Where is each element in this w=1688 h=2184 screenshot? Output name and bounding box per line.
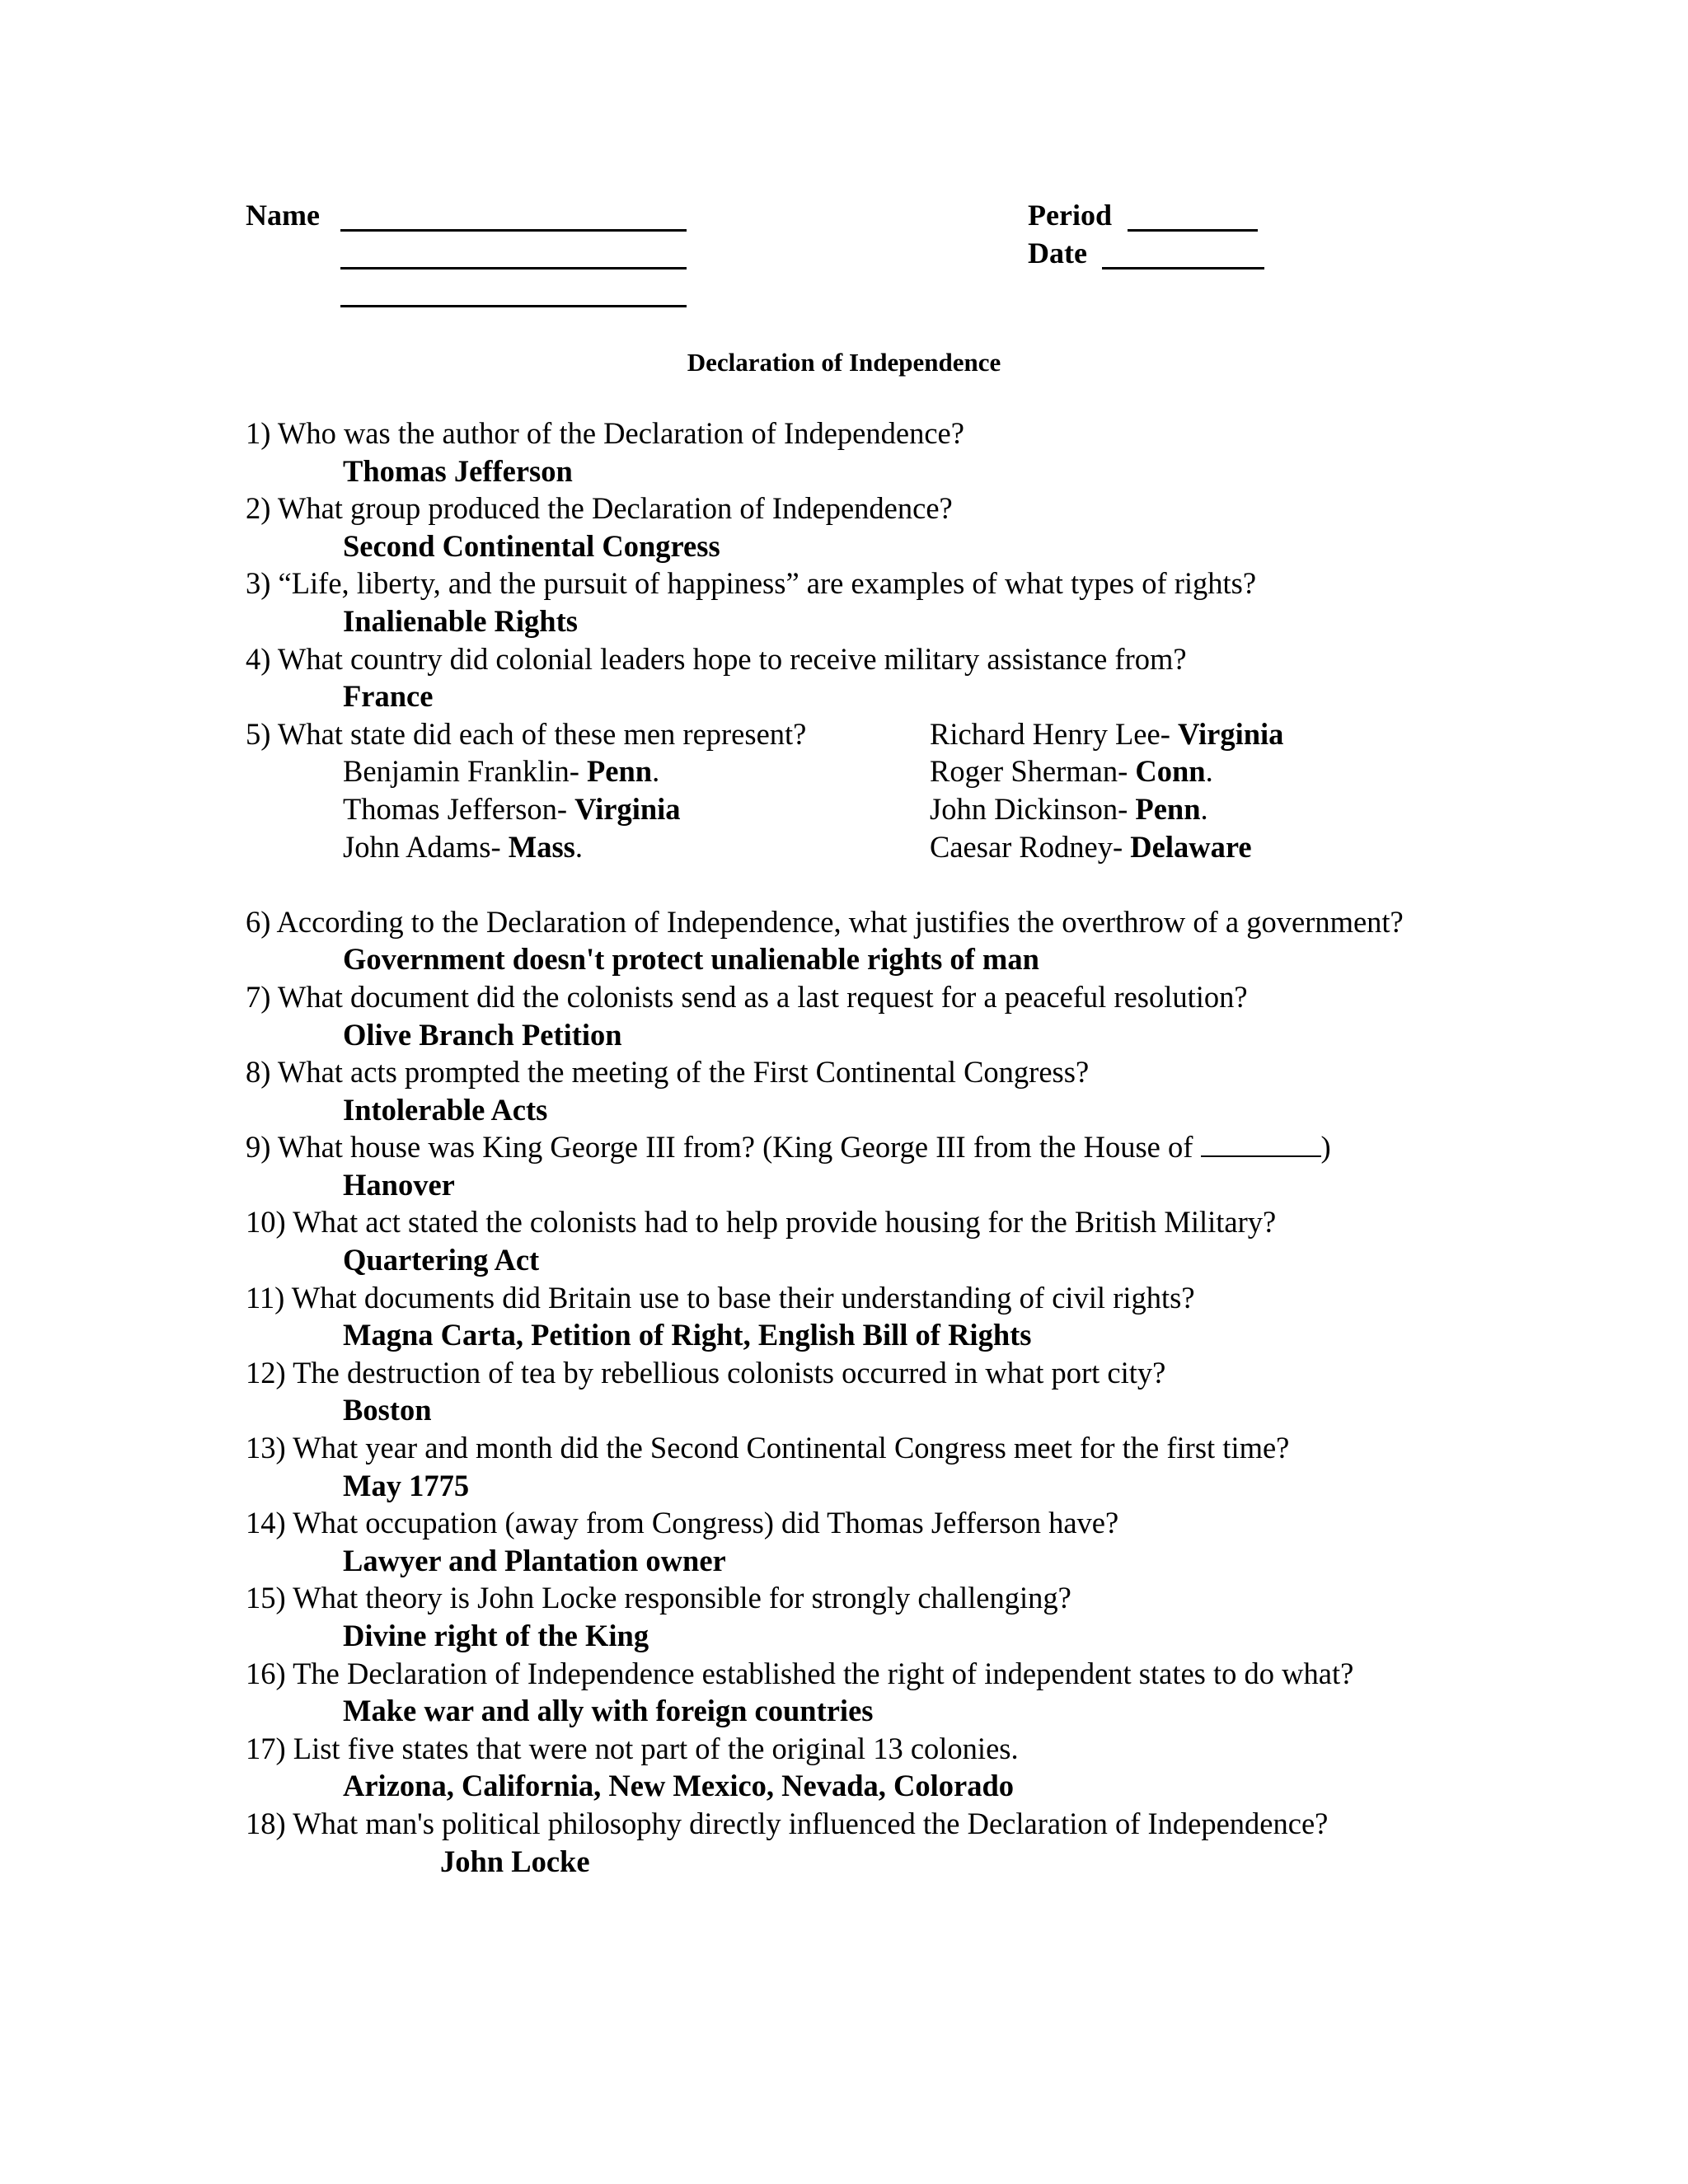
answer-12: Boston (343, 1393, 432, 1427)
answer-17: Arizona, California, New Mexico, Nevada, Colorado (343, 1769, 1015, 1803)
answer-11: Magna Carta, Petition of Right, English Bill of Rights (343, 1318, 1032, 1352)
rep-lee (930, 715, 1283, 753)
question-5: 5) What state did each of these men represent? (246, 716, 807, 751)
rep-suffix: . (574, 829, 583, 864)
question-15: 15) What theory is John Locke responsible for strongly challenging? (246, 1581, 1071, 1615)
answer-3: Inalienable Rights (343, 603, 578, 638)
rep-state: Mass (508, 829, 575, 864)
question-4: 4) What country did colonial leaders hope to receive military assistance from? (246, 641, 1187, 676)
rep-jefferson (246, 790, 806, 828)
question-2: 2) What group produced the Declaration of Independence? (246, 491, 953, 526)
question-17: 17) List five states that were not part of the original 13 colonies. (246, 1731, 1019, 1765)
question-5-block (246, 715, 1449, 865)
name-field-line-2[interactable] (340, 267, 687, 269)
rep-name: Thomas Jefferson- (343, 791, 575, 826)
rep-adams (246, 828, 806, 866)
name-field-line-3[interactable] (340, 305, 687, 307)
question-1: 1) Who was the author of the Declaration of Independence? (246, 416, 964, 450)
rep-state: Conn (1135, 754, 1206, 789)
rep-suffix: . (1200, 791, 1208, 826)
question-5-left-column (246, 715, 806, 865)
answer-10: Quartering Act (343, 1243, 540, 1277)
question-18: 18) What man's political philosophy directly influenced the Declaration of Independence? (246, 1806, 1329, 1840)
rep-name: John Dickinson- (930, 791, 1136, 826)
rep-name: Roger Sherman- (930, 754, 1136, 789)
question-13: 13) What year and month did the Second Continental Congress meet for the first time? (246, 1431, 1290, 1465)
question-9-text: 9) What house was King George III from? (King George III from the House of (246, 1130, 1201, 1165)
question-14: 14) What occupation (away from Congress) did Thomas Jefferson have? (246, 1506, 1119, 1540)
answer-1: Thomas Jefferson (343, 453, 573, 488)
answer-14: Lawyer and Plantation owner (343, 1543, 726, 1577)
question-7: 7) What document did the colonists send as a last request for a peaceful resolution? (246, 979, 1248, 1014)
answer-7: Olive Branch Petition (343, 1017, 622, 1052)
rep-name: Caesar Rodney- (930, 829, 1131, 864)
answer-13: May 1775 (343, 1468, 470, 1502)
rep-name: John Adams- (343, 829, 509, 864)
rep-state: Virginia (574, 791, 681, 826)
question-3: 3) “Life, liberty, and the pursuit of happiness” are examples of what types of rights? (246, 566, 1257, 601)
answer-15: Divine right of the King (343, 1619, 649, 1653)
rep-name: Benjamin Franklin- (343, 754, 588, 789)
answer-9: Hanover (343, 1167, 455, 1202)
rep-dickinson (930, 790, 1283, 828)
date-field-line[interactable] (1102, 267, 1264, 269)
rep-franklin (246, 752, 806, 790)
question-list (246, 415, 1449, 1880)
question-12: 12) The destruction of tea by rebellious colonists occurred in what port city? (246, 1355, 1166, 1390)
answer-8: Intolerable Acts (343, 1092, 548, 1127)
question-6: 6) According to the Declaration of Independence, what justifies the overthrow of a government? (246, 904, 1404, 939)
question-11: 11) What documents did Britain use to base their understanding of civil rights? (246, 1280, 1195, 1315)
answer-18: John Locke (440, 1844, 590, 1878)
rep-state: Delaware (1130, 829, 1252, 864)
rep-state: Penn (1135, 791, 1201, 826)
name-label: Name (246, 199, 320, 232)
answer-16: Make war and ally with foreign countries (343, 1694, 874, 1728)
question-9-close: ) (1320, 1130, 1331, 1165)
rep-sherman (930, 752, 1283, 790)
answer-4: France (343, 679, 434, 714)
answer-2: Second Continental Congress (343, 528, 720, 563)
rep-name: Richard Henry Lee- (930, 716, 1178, 751)
rep-rodney (930, 828, 1283, 866)
question-9 (246, 1128, 1449, 1166)
rep-suffix: . (652, 754, 660, 789)
period-label: Period (1028, 199, 1112, 232)
rep-state: Virginia (1177, 716, 1284, 751)
house-blank-line[interactable] (1201, 1155, 1321, 1157)
document-title: Declaration of Independence (687, 348, 1001, 377)
question-8: 8) What acts prompted the meeting of the First Continental Congress? (246, 1055, 1090, 1090)
date-label: Date (1028, 237, 1087, 269)
period-field-line[interactable] (1128, 229, 1258, 232)
question-10: 10) What act stated the colonists had to help provide housing for the British Military? (246, 1205, 1277, 1240)
question-16: 16) The Declaration of Independence established the right of independent states to do what? (246, 1656, 1354, 1690)
rep-suffix: . (1205, 754, 1213, 789)
spacer (246, 865, 1449, 903)
answer-6: Government doesn't protect unalienable rights of man (343, 942, 1039, 977)
name-field-line-1[interactable] (340, 229, 687, 232)
rep-state: Penn (587, 754, 653, 789)
question-5-right-column (930, 715, 1283, 865)
